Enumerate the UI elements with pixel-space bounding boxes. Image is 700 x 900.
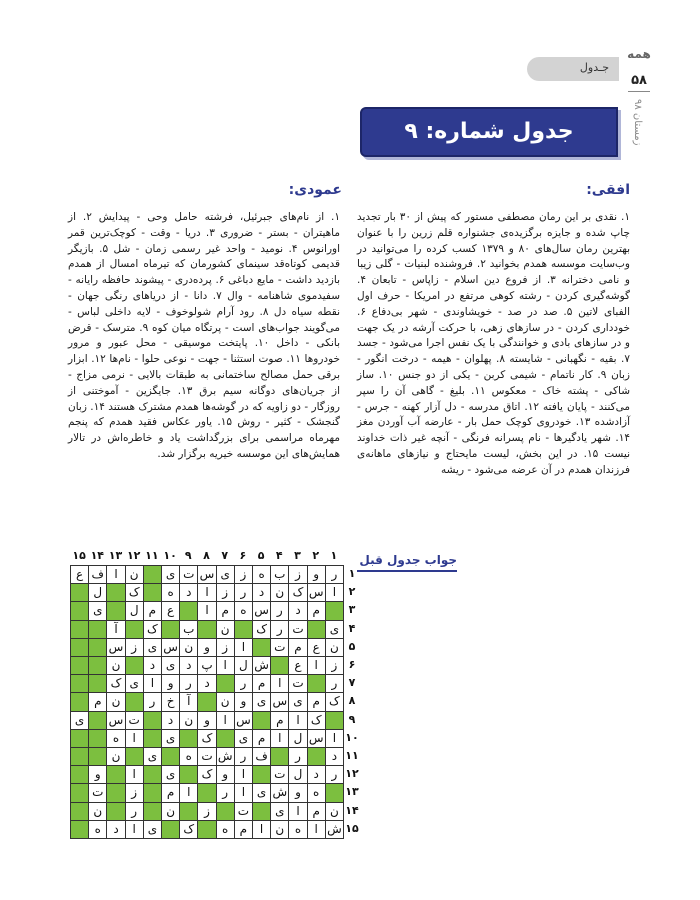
grid-cell: ه [216, 820, 235, 839]
grid-block [70, 656, 89, 675]
grid-block [70, 765, 89, 784]
grid-cell: ا [179, 783, 198, 802]
grid-cell: ا [270, 674, 289, 693]
grid-block [106, 765, 125, 784]
grid-cell: ز [325, 656, 344, 675]
grid-cell: ت [270, 638, 289, 657]
grid-block [197, 692, 216, 711]
grid-cell: ز [288, 565, 307, 584]
column-number: ۴ [275, 549, 283, 562]
grid-cell: و [197, 711, 216, 730]
grid-cell: ا [325, 583, 344, 602]
grid-cell: ه [288, 820, 307, 839]
grid-block [143, 565, 162, 584]
grid-block [179, 802, 198, 821]
grid-cell: ه [234, 601, 253, 620]
grid-block [143, 583, 162, 602]
grid-cell: ک [325, 692, 344, 711]
grid-cell: ا [325, 729, 344, 748]
grid-cell: ع [161, 601, 180, 620]
grid-cell: ی [288, 692, 307, 711]
grid-cell: ب [179, 620, 198, 639]
vertical-clues: ۱. از نام‌های جبرئیل، فرشته حامل وحی - پیدایش ۲. از ماهیتران - بستر - ضروری ۳. دریا - وقت - کوچک‌ترین قمر اورانوس ۴. نومید - واحد غیر رسمی زمان - شل ۵. بازیگر قدیمی کوتاه‌قد سینمای کشورمان که تیرماه امسال از همدم بازدید داشت - مایع دباغی ۶. پرده‌دری - پیشوند حافظه رایانه - سفیدموی شاهنامه - وال ۷. دانا - از دریاهای رنگی جهان - نقطه سیاه دل ۸. رود آرام شولوخوف - لایه داخلی لباس - می‌گویند جواب‌های است - پرتگاه میان کوه ۹. مترسک - قرض بانکی - داخل ۱۰. پایتخت موسیقی - محل عبور و مرور خودروها ۱۱. صوت استثنا - جهت - نوعی حلوا - نام‌ها ۱۲. ابزار برقی حمل مصالح ساختمانی به طبقات بالایی - نرمی مزاج - از جریان‌های دوگانه سیم برق ۱۳. جایگزین - آموختنی از روزگار - دو زاویه که در گوشه‌ها همدم مشترک هستند ۱۴. زبان گنجشک - کثیر - روش ۱۵. یاور عکاس فقید همدم که پنجم مهرماه مراسمی برای بزرگداشت یاد و خاطره‌اش در تالار همایش‌های این موسسه خیریه برگزار شد. [68, 211, 341, 460]
grid-cell: ز [125, 638, 144, 657]
grid-block [106, 583, 125, 602]
grid-cell: ک [288, 583, 307, 602]
column-number: ۱۲ [126, 549, 141, 562]
grid-block [106, 783, 125, 802]
grid-block [125, 620, 144, 639]
grid-cell: ا [307, 820, 326, 839]
grid-block [252, 802, 271, 821]
grid-block [106, 802, 125, 821]
grid-cell: ن [216, 692, 235, 711]
answers-title: جواب جدول قبل [359, 553, 457, 567]
grid-block [88, 620, 107, 639]
grid-cell: ف [88, 565, 107, 584]
grid-cell: ا [252, 820, 271, 839]
magazine-logo: همه [627, 47, 651, 61]
grid-cell: ل [88, 583, 107, 602]
grid-cell: د [197, 674, 216, 693]
grid-cell: س [252, 601, 271, 620]
grid-cell: ا [106, 565, 125, 584]
section-tab [527, 57, 619, 81]
grid-block [270, 747, 289, 766]
grid-block [216, 674, 235, 693]
grid-cell: ن [270, 583, 289, 602]
grid-cell: ن [325, 638, 344, 657]
grid-block [325, 711, 344, 730]
grid-cell: ش [216, 747, 235, 766]
page-title: جدول شماره: ۹ [404, 119, 574, 144]
row-number: ۱۰ [345, 730, 359, 744]
grid-block [143, 729, 162, 748]
column-number: ۳ [294, 549, 301, 562]
grid-block [216, 802, 235, 821]
divider [628, 91, 650, 92]
grid-cell: ک [252, 620, 271, 639]
grid-cell: س [161, 638, 180, 657]
grid-block [252, 765, 271, 784]
grid-cell: م [307, 692, 326, 711]
grid-block [179, 765, 198, 784]
grid-cell: م [143, 601, 162, 620]
grid-cell: ن [325, 802, 344, 821]
grid-cell: ن [106, 656, 125, 675]
grid-cell: ز [216, 583, 235, 602]
grid-cell: ر [325, 674, 344, 693]
grid-cell: ا [307, 656, 326, 675]
grid-cell: د [252, 583, 271, 602]
grid-block [216, 729, 235, 748]
section-label: جـدول [579, 61, 609, 74]
grid-cell: ی [216, 565, 235, 584]
grid-cell: ر [288, 747, 307, 766]
grid-cell: ن [179, 711, 198, 730]
grid-cell: ا [270, 729, 289, 748]
grid-cell: ش [325, 820, 344, 839]
grid-cell: آ [106, 620, 125, 639]
grid-block [70, 802, 89, 821]
grid-cell: و [288, 783, 307, 802]
grid-cell: ی [161, 729, 180, 748]
grid-block [70, 620, 89, 639]
grid-cell: و [161, 674, 180, 693]
grid-block [197, 820, 216, 839]
row-number: ۶ [348, 658, 356, 671]
grid-block [307, 674, 326, 693]
grid-cell: ر [234, 674, 253, 693]
grid-cell: ا [216, 711, 235, 730]
grid-cell: ن [88, 802, 107, 821]
grid-block [70, 674, 89, 693]
grid-block [161, 747, 180, 766]
grid-block [307, 747, 326, 766]
grid-block [325, 601, 344, 620]
grid-block [125, 692, 144, 711]
grid-cell: م [252, 674, 271, 693]
row-number: ۱۲ [345, 767, 359, 781]
grid-cell: خ [161, 692, 180, 711]
row-number: ۹ [348, 712, 356, 726]
grid-cell: ا [125, 820, 144, 839]
grid-cell: م [307, 802, 326, 821]
grid-cell: ک [197, 729, 216, 748]
grid-cell: ن [161, 802, 180, 821]
column-number: ۷ [221, 549, 229, 562]
grid-cell: د [161, 711, 180, 730]
grid-cell: ه [88, 820, 107, 839]
grid-cell: ا [143, 674, 162, 693]
grid-block [88, 711, 107, 730]
grid-cell: ف [252, 747, 271, 766]
grid-cell: م [216, 601, 235, 620]
crossword-grid [60, 548, 360, 848]
grid-cell: ت [125, 711, 144, 730]
grid-cell: ه [307, 783, 326, 802]
grid-cell: ت [179, 565, 198, 584]
column-number: ۱۳ [108, 549, 123, 562]
grid-cell: ه [106, 729, 125, 748]
grid-cell: ا [234, 783, 253, 802]
grid-cell: ک [179, 820, 198, 839]
grid-cell: ت [270, 765, 289, 784]
grid-cell: و [88, 765, 107, 784]
grid-cell: ب [270, 565, 289, 584]
column-number: ۱۱ [145, 549, 159, 562]
column-number: ۱۴ [90, 549, 104, 562]
grid-block [234, 620, 253, 639]
grid-cell: د [179, 656, 198, 675]
grid-cell: ی [252, 783, 271, 802]
page-number: ۵۸ [631, 73, 647, 88]
column-number: ۹ [184, 549, 192, 562]
grid-cell: د [307, 765, 326, 784]
grid-cell: د [106, 820, 125, 839]
grid-cell: ر [234, 583, 253, 602]
column-number: ۱ [330, 549, 338, 562]
grid-cell: و [234, 692, 253, 711]
grid-cell: ت [88, 783, 107, 802]
grid-cell: ی [270, 802, 289, 821]
grid-cell: ک [143, 620, 162, 639]
grid-block [70, 583, 89, 602]
grid-cell: ا [234, 638, 253, 657]
row-number: ۷ [348, 676, 356, 690]
grid-cell: س [106, 711, 125, 730]
grid-block [252, 711, 271, 730]
grid-cell: ر [325, 565, 344, 584]
horizontal-heading: افقی: [586, 182, 630, 198]
grid-block [125, 656, 144, 675]
grid-cell: آ [179, 692, 198, 711]
grid-cell: ی [252, 692, 271, 711]
grid-block [197, 620, 216, 639]
grid-cell: م [161, 783, 180, 802]
grid-cell: ع [288, 656, 307, 675]
grid-cell: ا [197, 601, 216, 620]
grid-cell: و [197, 638, 216, 657]
grid-cell: د [179, 583, 198, 602]
grid-cell: ن [179, 638, 198, 657]
grid-cell: و [216, 765, 235, 784]
issue-season: زمستان ۹۸ [632, 99, 643, 146]
column-number: ۶ [239, 549, 247, 562]
grid-block [325, 783, 344, 802]
grid-block [88, 656, 107, 675]
grid-block [197, 783, 216, 802]
vertical-heading: عمودی: [288, 182, 342, 198]
row-number: ۱ [348, 567, 356, 580]
grid-cell: د [143, 656, 162, 675]
row-number: ۳ [348, 603, 356, 617]
grid-cell: ز [234, 565, 253, 584]
grid-cell: ل [125, 601, 144, 620]
grid-cell: ی [143, 747, 162, 766]
horizontal-clues: ۱. نقدی بر این رمان مصطفی مستور که پیش از ۳۰ بار تجدید چاپ شده و جایزه برگزیده‌ی جشنواره قلم زرین را با عنوان بهترین رمان سال‌های ۸۰ و ۱۳۷۹ کسب کرده را می‌توانید در وب‌سایت موسسه همدم بخوانید ۲. فروشنده لبنیات - گلی زیبا و نامی دخترانه ۳. از فروع دین اسلام - زاپاس - تابعان ۴. گوشه‌گیری کردن - رشته کوهی مرتفع در امریکا - حرف اول الفبای لاتین ۵. صد در صد - خویشاوندی - شهر بی‌دفاع ۶. خودداری کردن - در سازهای زهی، با حرکت آرشه در یک جهت و در سازهای بادی و خوانندگی با یک نفس اجرا می‌شود - جسد ۷. بقیه - نگهبانی - شایسته ۸. پهلوان - هیمه - درخت انگور - زبان ۹. کار ناتمام - شیمی کربن - یکی از دو جنس ۱۰. ساز شاکی - پشته خاک - معکوس ۱۱. بلیغ - گاهی آن را سپر می‌کنند - پایان یافته ۱۲. اتاق مدرسه - دل آزار کهنه - جرس - آزادشده ۱۳. خودروی کوچک حمل بار - عارضه آب آوردن مغز ۱۴. شهر یادگیرها - نام پسرانه فرنگی - آنچه غیر ذات خداوند نیست ۱۵. در این بخش، لیست مایحتاج و نیازهای ماهانه‌ی فرزندان همدم در آن عرضه می‌شود - ریشه [357, 211, 631, 476]
grid-cell: ر [216, 783, 235, 802]
column-number: ۲ [312, 549, 320, 562]
grid-block [70, 601, 89, 620]
grid-cell: ع [70, 565, 89, 584]
grid-cell: م [88, 692, 107, 711]
grid-block [88, 674, 107, 693]
column-number: ۸ [203, 549, 210, 562]
grid-cell: ر [143, 692, 162, 711]
grid-cell: و [307, 565, 326, 584]
grid-cell: م [234, 820, 253, 839]
grid-cell: ک [197, 765, 216, 784]
grid-cell: ر [125, 802, 144, 821]
grid-cell: م [270, 711, 289, 730]
row-number: ۸ [348, 694, 356, 708]
grid-block [143, 711, 162, 730]
grid-block [70, 820, 89, 839]
grid-cell: ر [179, 674, 198, 693]
grid-cell: س [270, 692, 289, 711]
grid-cell: د [325, 747, 344, 766]
grid-cell: ه [179, 747, 198, 766]
grid-cell: ی [161, 765, 180, 784]
grid-cell: ا [125, 765, 144, 784]
grid-cell: م [288, 638, 307, 657]
grid-block [106, 601, 125, 620]
grid-block [143, 783, 162, 802]
grid-block [270, 656, 289, 675]
row-number: ۱۵ [345, 821, 359, 835]
grid-cell: ل [234, 656, 253, 675]
grid-cell: ن [270, 820, 289, 839]
grid-block [70, 692, 89, 711]
grid-cell: ی [325, 620, 344, 639]
row-number: ۱۳ [345, 785, 359, 799]
grid-cell: ر [270, 620, 289, 639]
grid-block [143, 765, 162, 784]
row-number: ۲ [348, 585, 356, 599]
grid-cell: ن [125, 565, 144, 584]
grid-block [161, 620, 180, 639]
grid-block [252, 638, 271, 657]
grid-cell: ع [307, 638, 326, 657]
grid-cell: ز [197, 802, 216, 821]
grid-cell: پ [197, 656, 216, 675]
grid-cell: ز [125, 783, 144, 802]
column-number: ۱۰ [163, 549, 177, 562]
grid-cell: ر [234, 747, 253, 766]
row-number: ۱۱ [345, 749, 359, 762]
grid-cell: س [197, 565, 216, 584]
grid-cell: ت [288, 620, 307, 639]
grid-cell: ا [288, 802, 307, 821]
column-number: ۱۵ [72, 549, 86, 562]
grid-block [125, 747, 144, 766]
grid-cell: ت [288, 674, 307, 693]
answers-underline [357, 570, 457, 572]
grid-cell: ا [216, 656, 235, 675]
grid-cell: ش [252, 656, 271, 675]
grid-cell: ی [125, 674, 144, 693]
grid-cell: ی [70, 711, 89, 730]
grid-cell: س [234, 711, 253, 730]
grid-cell: ی [161, 656, 180, 675]
grid-cell: ز [216, 638, 235, 657]
grid-block [70, 783, 89, 802]
grid-block [143, 802, 162, 821]
grid-cell: ه [161, 583, 180, 602]
grid-cell: د [288, 601, 307, 620]
grid-cell: م [307, 601, 326, 620]
grid-cell: ت [234, 802, 253, 821]
page-sidebar [624, 47, 654, 181]
grid-cell: ا [234, 765, 253, 784]
grid-cell: ر [270, 601, 289, 620]
grid-block [307, 620, 326, 639]
grid-block [179, 729, 198, 748]
grid-cell: ی [143, 820, 162, 839]
row-number: ۱۴ [345, 803, 359, 817]
grid-cell: ل [288, 729, 307, 748]
grid-cell: ر [325, 765, 344, 784]
grid-cell: س [106, 638, 125, 657]
grid-cell: ک [307, 711, 326, 730]
grid-cell: ل [288, 765, 307, 784]
grid-cell: س [307, 583, 326, 602]
grid-cell: ی [234, 729, 253, 748]
grid-cell: ن [106, 747, 125, 766]
column-number: ۵ [257, 549, 265, 562]
grid-cell: ک [106, 674, 125, 693]
grid-cell: ن [106, 692, 125, 711]
grid-cell: ش [270, 783, 289, 802]
grid-block [88, 729, 107, 748]
grid-cell: ن [216, 620, 235, 639]
grid-cell: ی [143, 638, 162, 657]
grid-block [70, 638, 89, 657]
grid-cell: ی [161, 565, 180, 584]
grid-block [161, 820, 180, 839]
grid-cell: ا [125, 729, 144, 748]
grid-block [179, 601, 198, 620]
grid-block [88, 638, 107, 657]
title-banner [360, 107, 618, 157]
grid-cell: ی [88, 601, 107, 620]
grid-block [88, 747, 107, 766]
grid-cell: ک [125, 583, 144, 602]
grid-cell: ا [197, 583, 216, 602]
grid-cell: ت [197, 747, 216, 766]
grid-block [70, 729, 89, 748]
grid-block [70, 747, 89, 766]
row-number: ۴ [348, 621, 356, 635]
grid-cell: م [252, 729, 271, 748]
grid-cell: ا [288, 711, 307, 730]
grid-cell: س [307, 729, 326, 748]
grid-cell: ه [252, 565, 271, 584]
row-number: ۵ [348, 639, 356, 653]
